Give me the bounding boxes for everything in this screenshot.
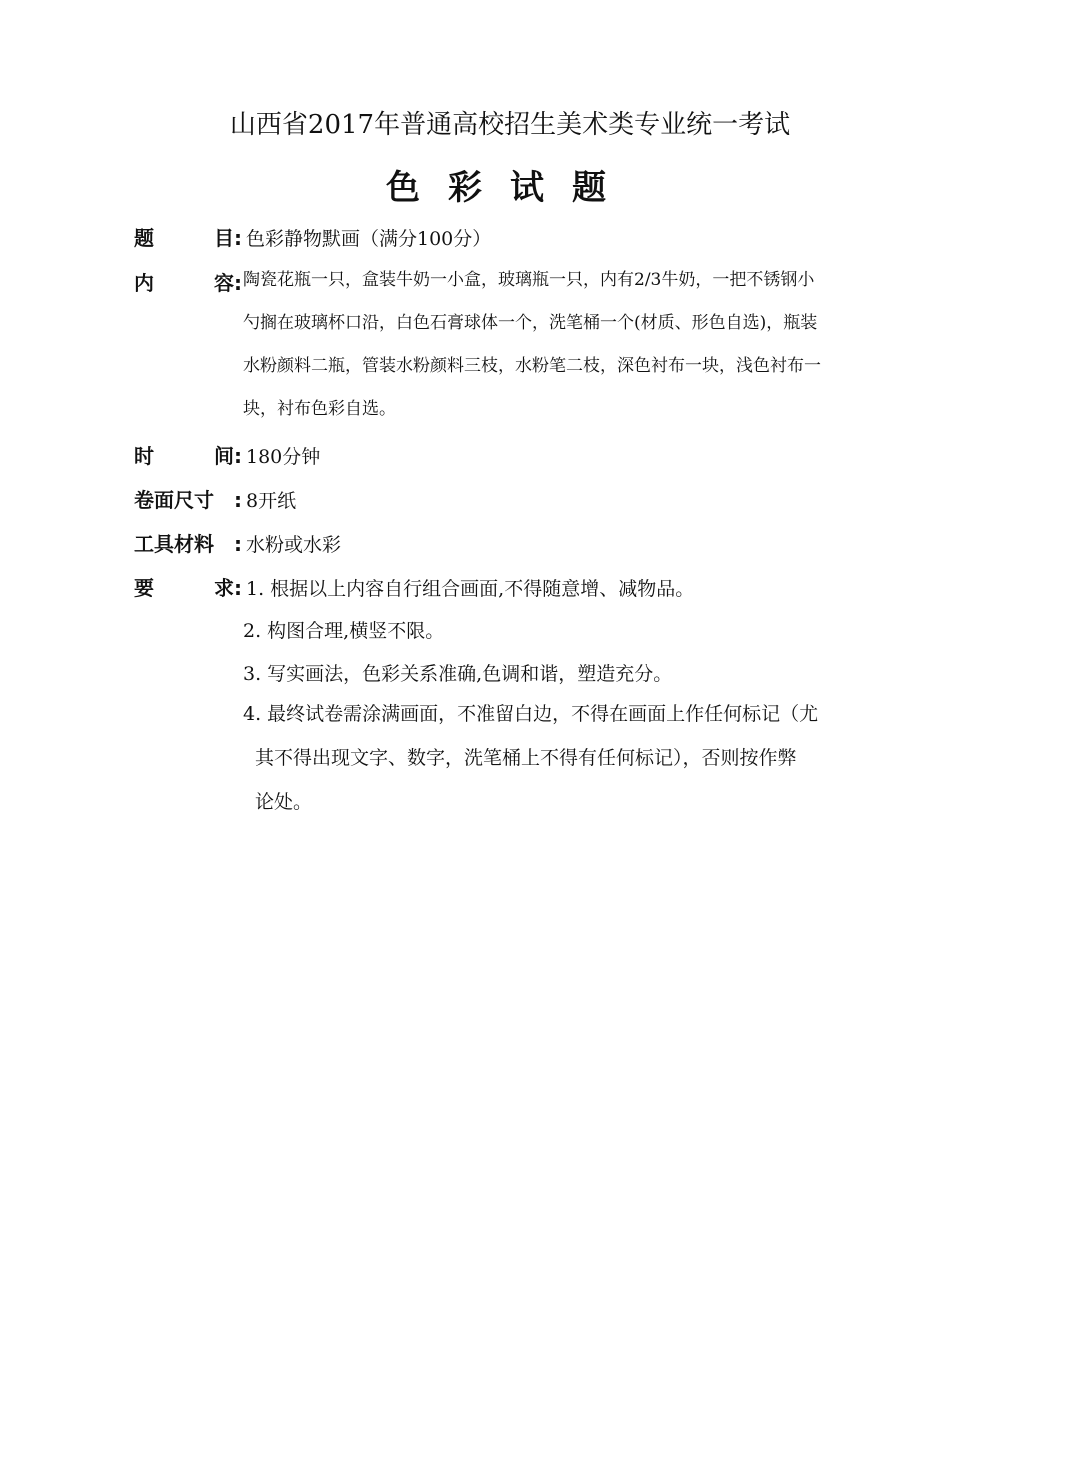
requirement-item-4 (243, 692, 893, 824)
field-content-label-char2: 容 (214, 271, 234, 295)
field-paper-size (134, 484, 296, 513)
content-line-1: 陶瓷花瓶一只，盒装牛奶一小盒，玻璃瓶一只，内有2/3牛奶，一把不锈钢小 (243, 270, 815, 290)
field-requirements-label (134, 572, 234, 601)
field-materials (134, 528, 341, 557)
requirement-item-1: 1. 根据以上内容自行组合画面,不得随意增、减物品。 (246, 578, 695, 600)
field-content-text (243, 259, 893, 431)
field-paper-size-label: 卷面尺寸 (134, 488, 214, 512)
field-topic-colon: : (234, 226, 242, 250)
field-materials-colon: : (234, 532, 242, 556)
field-time (134, 440, 320, 469)
exam-title: 山西省2017年普通高校招生美术类专业统一考试 (229, 110, 791, 140)
field-topic (134, 222, 491, 251)
field-content-label (134, 267, 234, 296)
requirement-item-4-line-1: 4. 最终试卷需涂满画面，不准留白边，不得在画面上作任何标记（尤 (243, 703, 819, 725)
field-topic-value: 色彩静物默画（满分100分） (246, 228, 492, 250)
content-line-4: 块，衬布色彩自选。 (243, 399, 396, 419)
field-topic-label-char2: 目 (214, 226, 234, 250)
requirement-item-4-line-3: 论处。 (255, 791, 313, 813)
field-content (134, 267, 244, 296)
field-time-value: 180分钟 (246, 446, 321, 468)
field-time-colon: : (234, 444, 242, 468)
field-time-label-char2: 间 (214, 444, 234, 468)
field-materials-value: 水粉或水彩 (246, 534, 342, 556)
content-line-3: 水粉颜料二瓶，管装水粉颜料三枝，水粉笔二枝，深色衬布一块，浅色衬布一 (243, 356, 821, 376)
field-materials-label: 工具材料 (134, 532, 214, 556)
field-requirements-label-char1: 要 (134, 576, 154, 600)
field-time-label-char1: 时 (134, 444, 154, 468)
field-requirements-label-char2: 求 (214, 576, 234, 600)
content-line-2: 勺搁在玻璃杯口沿，白色石膏球体一个，洗笔桶一个(材质、形色自选)，瓶装 (243, 313, 818, 333)
subject-title: 色彩试题 (386, 168, 634, 208)
requirement-item-2: 2. 构图合理,横竖不限。 (243, 620, 445, 642)
requirement-item-4-line-2: 其不得出现文字、数字，洗笔桶上不得有任何标记），否则按作弊 (255, 747, 797, 769)
field-topic-label-char1: 题 (134, 226, 154, 250)
field-requirements (134, 572, 694, 601)
field-time-label (134, 440, 234, 469)
field-content-colon: : (234, 271, 242, 295)
requirement-item-3: 3. 写实画法，色彩关系准确,色调和谐，塑造充分。 (243, 663, 673, 685)
field-topic-label (134, 222, 234, 251)
field-requirements-colon: : (234, 576, 242, 600)
field-paper-size-value: 8开纸 (246, 490, 297, 512)
field-paper-size-colon: : (234, 488, 242, 512)
field-content-label-char1: 内 (134, 271, 154, 295)
